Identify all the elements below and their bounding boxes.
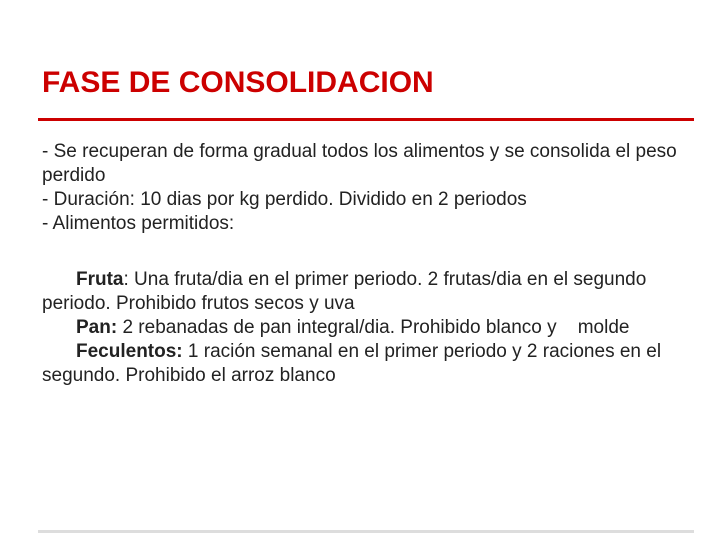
slide-body	[42, 140, 692, 388]
food-term: Fruta	[76, 269, 124, 290]
food-term: Feculentos:	[76, 341, 183, 362]
slide-title: FASE DE CONSOLIDACION	[42, 66, 434, 99]
food-item-pan	[42, 316, 692, 340]
food-item-fruta	[42, 268, 692, 316]
bullet-text: - Se recuperan de forma gradual todos los alimentos y se consolida el peso perdido	[42, 141, 677, 186]
food-description: 2 rebanadas de pan integral/dia. Prohibido blanco y molde	[117, 317, 630, 338]
food-description: 1 ración semanal en el primer periodo y 2 raciones en el segundo. Prohibido el arroz blanco	[42, 341, 667, 386]
footer-divider	[38, 530, 694, 533]
bullet-text: - Duración: 10 dias por kg perdido. Dividido en 2 periodos	[42, 189, 527, 210]
bullet-text: - Alimentos permitidos:	[42, 213, 235, 234]
food-item-feculentos	[42, 340, 692, 388]
food-term: Pan:	[76, 317, 118, 338]
blank-line	[42, 236, 692, 268]
title-underline	[38, 118, 694, 121]
food-description: : Una fruta/dia en el primer periodo. 2 frutas/dia en el segundo periodo. Prohibido frutos secos y uva	[42, 269, 652, 314]
